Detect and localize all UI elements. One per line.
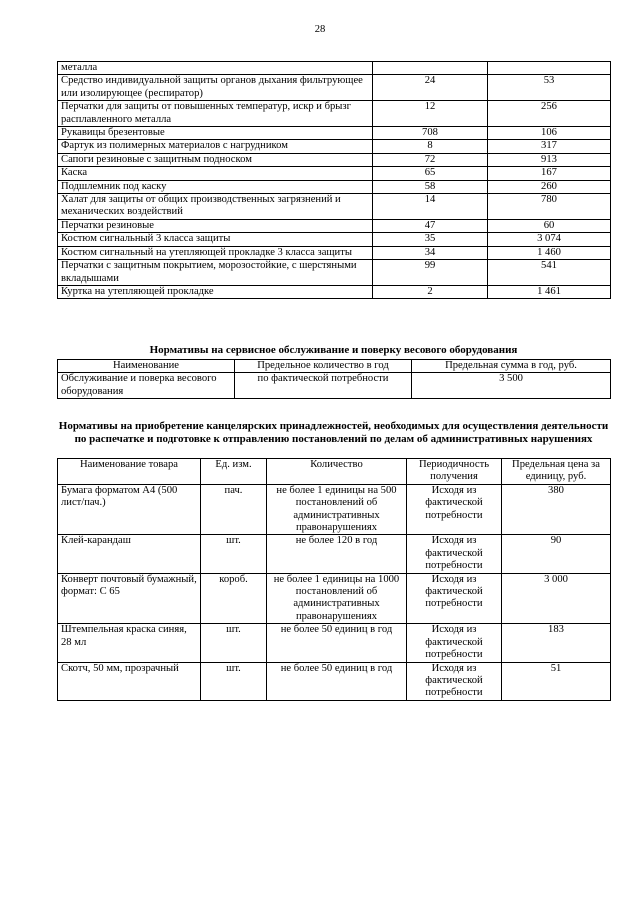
table-row: [58, 127, 611, 140]
item-quantity: 8: [373, 140, 488, 153]
table-row: [58, 373, 611, 399]
table-row: [58, 180, 611, 193]
item-quantity: 34: [373, 246, 488, 259]
item-price: 60: [488, 219, 611, 232]
page-number: 28: [314, 24, 326, 35]
product-quantity: не более 1 единицы на 500 постановлений об административных правонарушениях: [267, 484, 407, 535]
item-price: 913: [488, 153, 611, 166]
item-name: Подшлемник под каску: [58, 180, 373, 193]
service-sum: 3 500: [412, 373, 611, 399]
item-name: Перчатки с защитным покрытием, морозостойкие, с шерстяными вкладышами: [58, 260, 373, 286]
product-period: Исходя из фактической потребности: [407, 662, 502, 700]
item-name: Халат для защиты от общих производственных загрязнений и механических воздействий: [58, 194, 373, 220]
item-price: 167: [488, 167, 611, 180]
item-quantity: 58: [373, 180, 488, 193]
item-price: 256: [488, 101, 611, 127]
product-name: Штемпельная краска синяя, 28 мл: [58, 624, 201, 662]
service-quantity: по фактической потребности: [235, 373, 412, 399]
product-quantity: не более 120 в год: [267, 535, 407, 573]
item-name: Перчатки для защиты от повышенных температур, искр и брызг расплавленного металла: [58, 101, 373, 127]
item-quantity: 72: [373, 153, 488, 166]
column-header: Предельное количество в год: [235, 360, 412, 373]
product-quantity: не более 1 единицы на 1000 постановлений об административных правонарушениях: [267, 573, 407, 624]
table-row: [58, 260, 611, 286]
item-quantity: 47: [373, 219, 488, 232]
product-unit: короб.: [201, 573, 267, 624]
product-name: Конверт почтовый бумажный, формат: С 65: [58, 573, 201, 624]
item-name: Костюм сигнальный на утепляющей прокладке 3 класса защиты: [58, 246, 373, 259]
product-price: 380: [502, 484, 611, 535]
item-price: 317: [488, 140, 611, 153]
product-period: Исходя из фактической потребности: [407, 573, 502, 624]
column-header: Наименование товара: [58, 459, 201, 485]
item-price: [488, 62, 611, 75]
table-row: [58, 233, 611, 246]
item-name: Средство индивидуальной защиты органов дыхания фильтрующее или изолирующее (респиратор): [58, 75, 373, 101]
item-quantity: 14: [373, 194, 488, 220]
item-quantity: 65: [373, 167, 488, 180]
item-price: 1 461: [488, 285, 611, 298]
item-price: 780: [488, 194, 611, 220]
product-unit: шт.: [201, 535, 267, 573]
service-heading: Нормативы на сервисное обслуживание и поверку весового оборудования: [149, 344, 518, 356]
column-header: Предельная сумма в год, руб.: [412, 360, 611, 373]
product-period: Исходя из фактической потребности: [407, 624, 502, 662]
product-name: Клей-карандаш: [58, 535, 201, 573]
product-price: 51: [502, 662, 611, 700]
item-quantity: 708: [373, 127, 488, 140]
column-header: Количество: [267, 459, 407, 485]
product-name: Бумага форматом А4 (500 лист/пач.): [58, 484, 201, 535]
item-price: 1 460: [488, 246, 611, 259]
table-row: [58, 75, 611, 101]
product-period: Исходя из фактической потребности: [407, 535, 502, 573]
column-header: Периодичность получения: [407, 459, 502, 485]
stationery-header-row: [58, 459, 611, 485]
item-price: 260: [488, 180, 611, 193]
product-price: 183: [502, 624, 611, 662]
item-name: Куртка на утепляющей прокладке: [58, 285, 373, 298]
product-unit: шт.: [201, 662, 267, 700]
table-row: [58, 153, 611, 166]
item-quantity: [373, 62, 488, 75]
item-name: Фартук из полимерных материалов с нагрудником: [58, 140, 373, 153]
item-price: 106: [488, 127, 611, 140]
item-name: Каска: [58, 167, 373, 180]
product-quantity: не более 50 единиц в год: [267, 624, 407, 662]
product-price: 90: [502, 535, 611, 573]
column-header: Предельная цена за единицу, руб.: [502, 459, 611, 485]
table-row: [58, 285, 611, 298]
table-row: [58, 573, 611, 624]
product-period: Исходя из фактической потребности: [407, 484, 502, 535]
column-header: Ед. изм.: [201, 459, 267, 485]
item-name: Костюм сигнальный 3 класса защиты: [58, 233, 373, 246]
table-row: [58, 662, 611, 700]
table-row: [58, 535, 611, 573]
item-quantity: 24: [373, 75, 488, 101]
table-row: [58, 167, 611, 180]
service-name: Обслуживание и поверка весового оборудования: [58, 373, 235, 399]
item-name: Рукавицы брезентовые: [58, 127, 373, 140]
product-price: 3 000: [502, 573, 611, 624]
column-header: Наименование: [58, 360, 235, 373]
product-unit: шт.: [201, 624, 267, 662]
item-name: металла: [58, 62, 373, 75]
product-unit: пач.: [201, 484, 267, 535]
service-table: [57, 359, 611, 399]
service-header-row: [58, 360, 611, 373]
item-quantity: 35: [373, 233, 488, 246]
stationery-table: [57, 458, 611, 701]
item-quantity: 12: [373, 101, 488, 127]
table-row: [58, 140, 611, 153]
table-row: [58, 194, 611, 220]
item-price: 53: [488, 75, 611, 101]
item-price: 541: [488, 260, 611, 286]
table-row: [58, 246, 611, 259]
table-row: [58, 219, 611, 232]
table-row: [58, 624, 611, 662]
item-name: Сапоги резиновые с защитным подноском: [58, 153, 373, 166]
product-quantity: не более 50 единиц в год: [267, 662, 407, 700]
stationery-heading: Нормативы на приобретение канцелярских принадлежностей, необходимых для осуществления деятельности по распечатке и подготовке к отправлению постановлений по делам об административных нарушениях: [58, 420, 609, 445]
table-row: [58, 484, 611, 535]
item-quantity: 99: [373, 260, 488, 286]
ppe-table: [57, 61, 611, 299]
item-price: 3 074: [488, 233, 611, 246]
table-row: [58, 62, 611, 75]
table-row: [58, 101, 611, 127]
item-quantity: 2: [373, 285, 488, 298]
product-name: Скотч, 50 мм, прозрачный: [58, 662, 201, 700]
item-name: Перчатки резиновые: [58, 219, 373, 232]
